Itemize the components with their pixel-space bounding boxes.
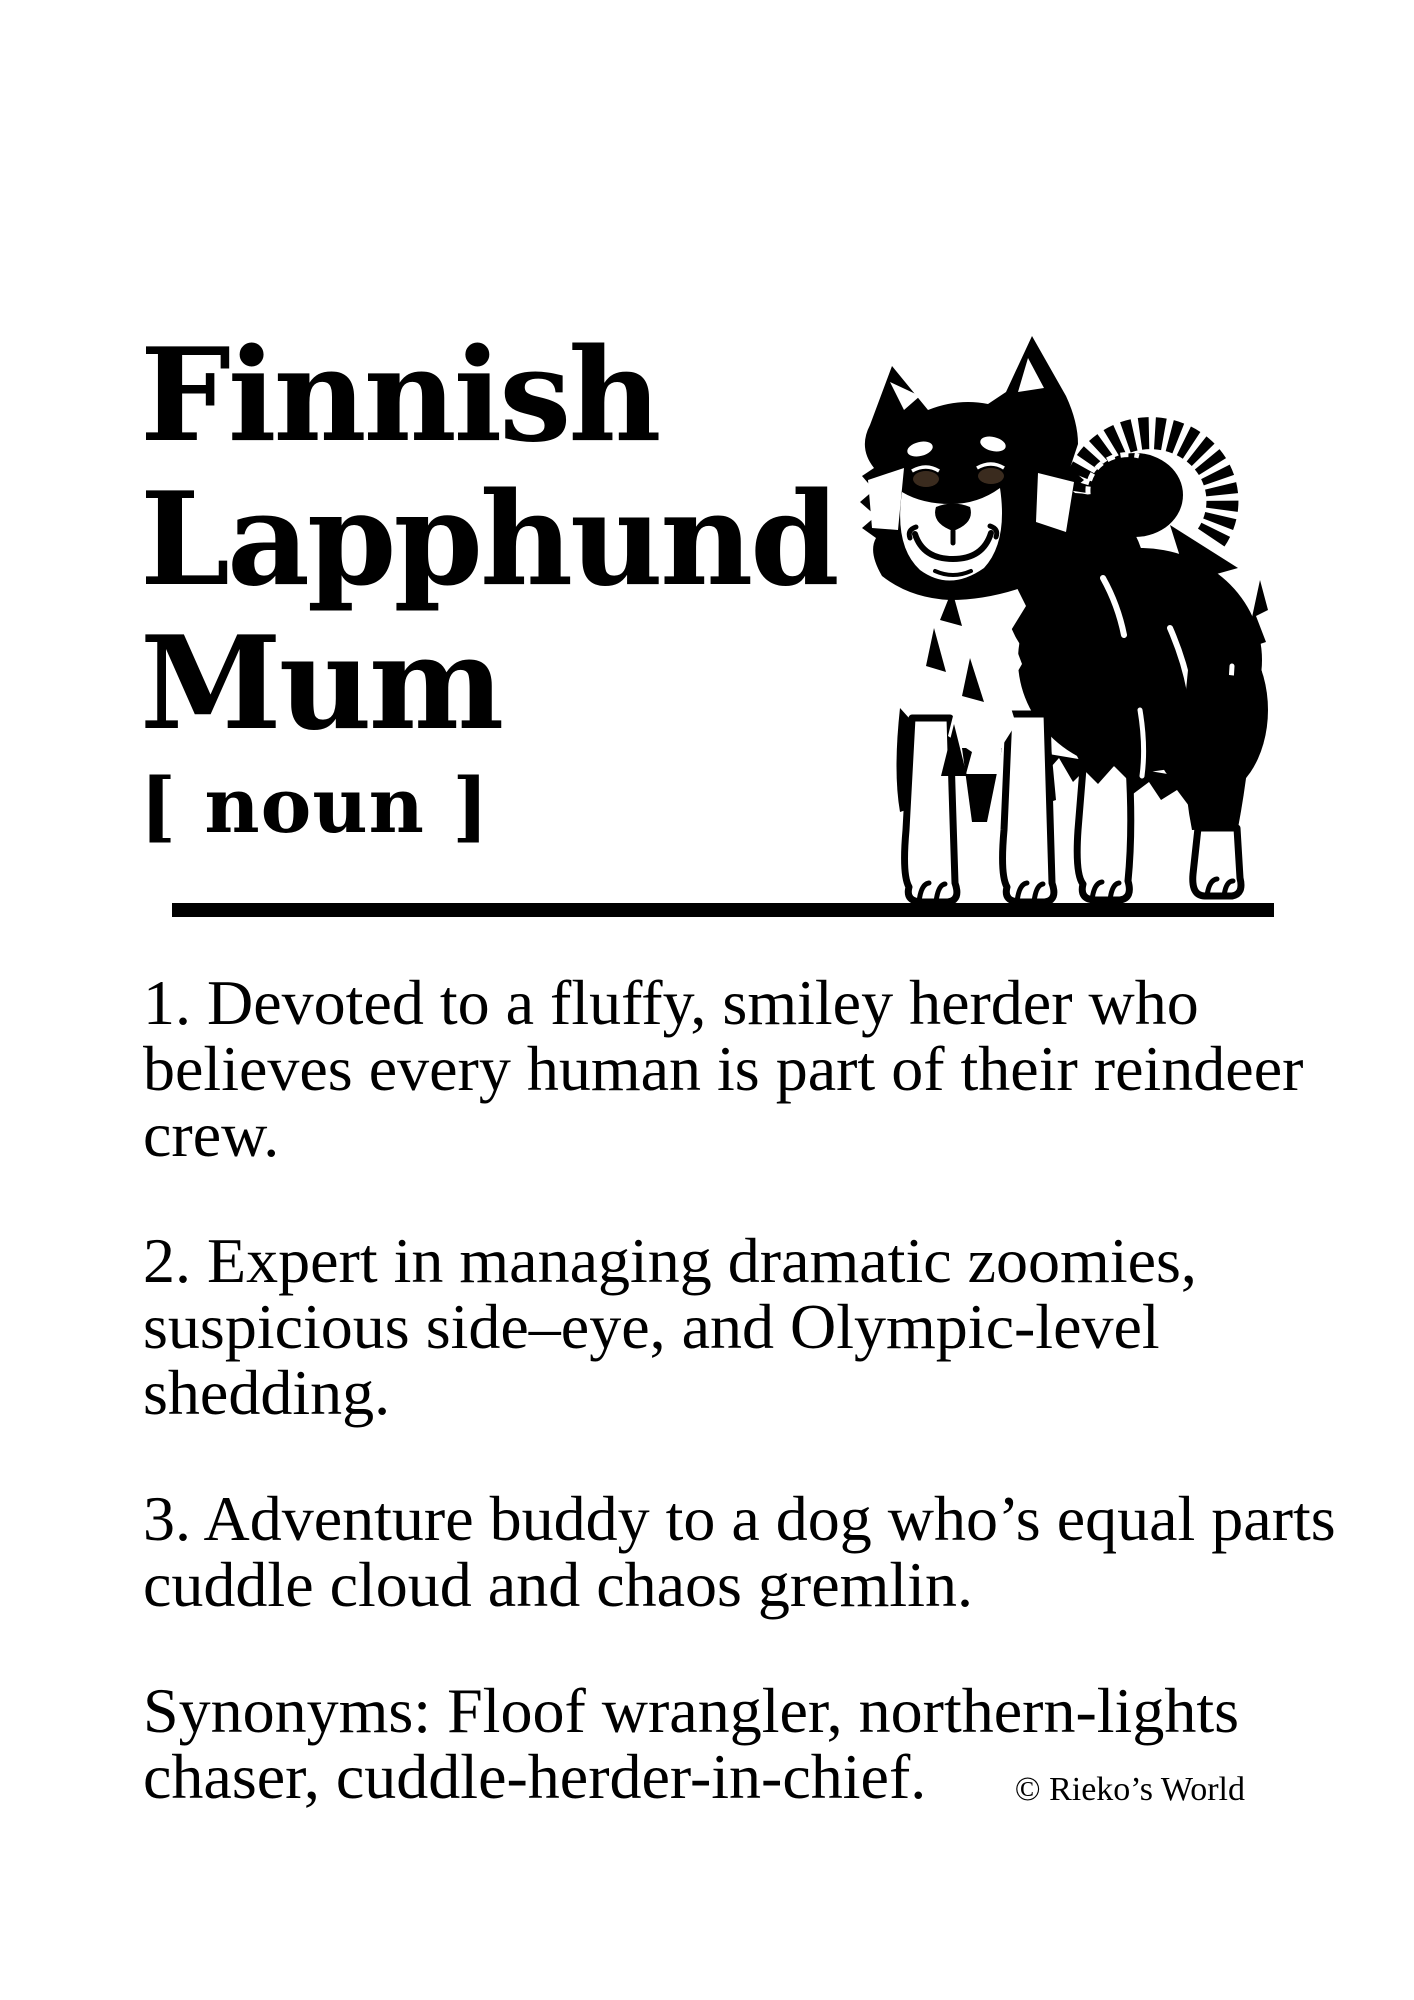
finnish-lapphund-illustration bbox=[840, 330, 1270, 905]
definition-1-line-2: believes every human is part of their reindeer bbox=[143, 1033, 1304, 1104]
definition-3-line-1: 3. Adventure buddy to a dog who’s equal parts bbox=[143, 1483, 1336, 1554]
copyright-credit: © Rieko’s World bbox=[1014, 1771, 1245, 1808]
part-of-speech-label: [ noun ] bbox=[140, 761, 490, 850]
definition-2-line-3: shedding. bbox=[143, 1357, 391, 1428]
definition-1-line-1: 1. Devoted to a fluffy, smiley herder who bbox=[143, 967, 1199, 1038]
definition-3 bbox=[143, 1483, 1336, 1620]
dog-rear-right-leg bbox=[1184, 670, 1254, 896]
definition-3-line-2: cuddle cloud and chaos gremlin. bbox=[143, 1549, 973, 1620]
definition-2-line-1: 2. Expert in managing dramatic zoomies, bbox=[143, 1225, 1197, 1296]
synonyms-line-1: Synonyms: Floof wrangler, northern-lights bbox=[143, 1675, 1239, 1746]
title-line-3: Mum bbox=[140, 609, 502, 759]
title-line-1: Finnish bbox=[140, 321, 659, 471]
definition-2-line-2: suspicious side–eye, and Olympic-level bbox=[143, 1291, 1160, 1362]
definition-list bbox=[143, 967, 1336, 1870]
definition-1 bbox=[143, 967, 1304, 1170]
dog-head bbox=[860, 336, 1086, 600]
dog-rear-left-leg bbox=[1076, 754, 1138, 900]
definition-1-line-3: crew. bbox=[143, 1099, 280, 1170]
divider-rule bbox=[172, 903, 1274, 917]
definition-2 bbox=[143, 1225, 1303, 1428]
page-title bbox=[140, 321, 837, 759]
synonyms-line-2: chaser, cuddle-herder-in-chief. bbox=[143, 1741, 927, 1812]
title-line-2: Lapphund bbox=[140, 465, 837, 615]
